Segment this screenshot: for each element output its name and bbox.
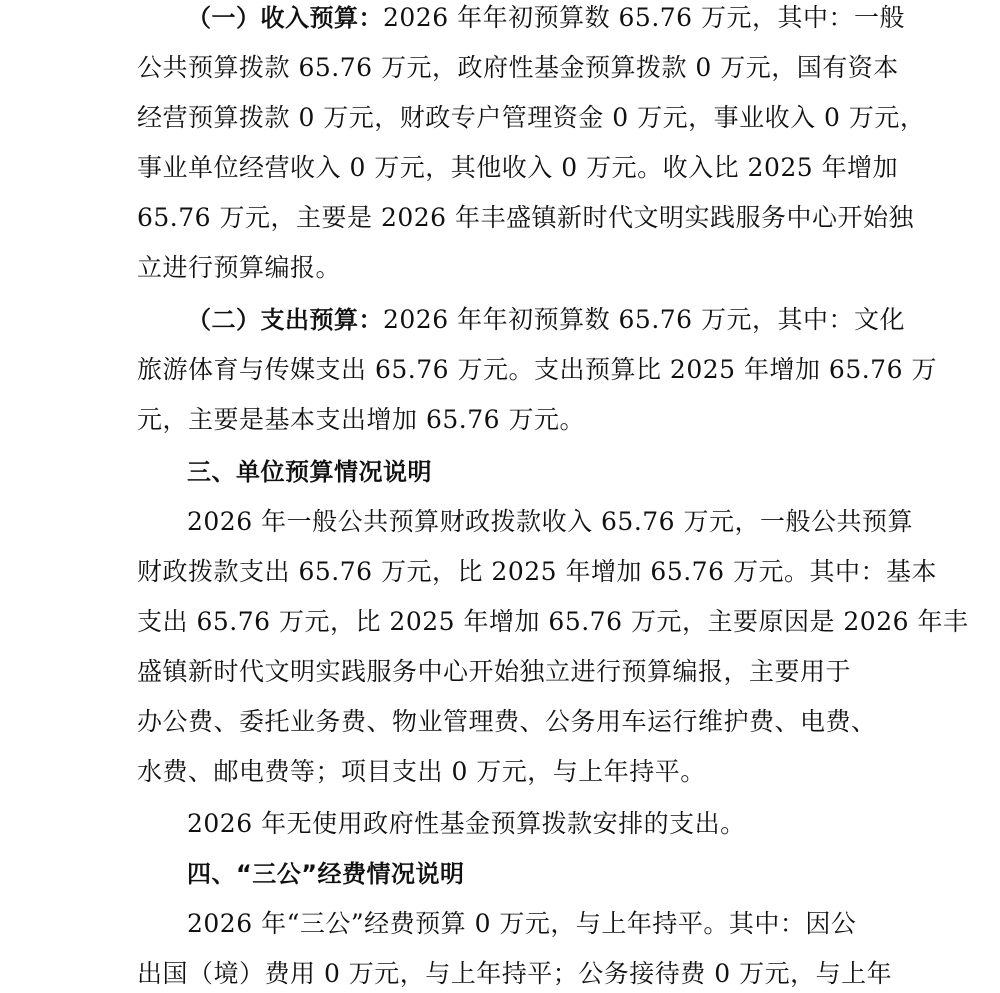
- paragraph-unit-line-4: 盛镇新时代文明实践服务中心开始独立进行预算编报，主要用于: [137, 657, 852, 686]
- paragraph-unit-line-6: 水费、邮电费等；项目支出 0 万元，与上年持平。: [137, 757, 706, 786]
- paragraph-expenditure-line-3: 元，主要是基本支出增加 65.76 万元。: [137, 405, 585, 434]
- section-heading-three-public: 四、“三公”经费情况说明: [187, 860, 465, 888]
- paragraph-income-line-4: 事业单位经营收入 0 万元，其他收入 0 万元。收入比 2025 年增加: [137, 153, 899, 182]
- paragraph-unit-line-3: 支出 65.76 万元，比 2025 年增加 65.76 万元，主要原因是 2026 年丰: [137, 607, 969, 636]
- paragraph-unit-line-2: 财政拨款支出 65.76 万元，比 2025 年增加 65.76 万元。其中：基本: [137, 557, 937, 586]
- paragraph-three-public-line-2: 出国（境）费用 0 万元，与上年持平；公务接待费 0 万元，与上年: [137, 959, 893, 988]
- paragraph-expenditure-line-1: [187, 302, 906, 338]
- paragraph-unit-line-5: 办公费、委托业务费、物业管理费、公务用车运行维护费、电费、: [137, 707, 877, 736]
- paragraph-unit-line-1: 2026 年一般公共预算财政拨款收入 65.76 万元，一般公共预算: [187, 507, 914, 536]
- income-budget-lead: （一）收入预算：: [187, 4, 383, 32]
- section-heading-unit-budget: 三、单位预算情况说明: [187, 458, 432, 486]
- paragraph-income-line-3: 经营预算拨款 0 万元，财政专户管理资金 0 万元，事业收入 0 万元，: [137, 103, 926, 132]
- paragraph-expenditure-line-2: 旅游体育与传媒支出 65.76 万元。支出预算比 2025 年增加 65.76 万: [137, 355, 937, 384]
- paragraph-income-line-5: 65.76 万元，主要是 2026 年丰盛镇新时代文明实践服务中心开始独: [137, 203, 915, 232]
- paragraph-income-line-6: 立进行预算编报。: [137, 253, 342, 282]
- text-segment: 2026 年年初预算数 65.76 万元，其中：文化: [383, 305, 906, 334]
- expenditure-budget-lead: （二）支出预算：: [187, 306, 383, 334]
- paragraph-fund-line-1: 2026 年无使用政府性基金预算拨款安排的支出。: [187, 809, 746, 838]
- text-segment: 2026 年年初预算数 65.76 万元，其中：一般: [383, 3, 906, 32]
- paragraph-income-line-1: [187, 0, 906, 36]
- paragraph-income-line-2: 公共预算拨款 65.76 万元，政府性基金预算拨款 0 万元，国有资本: [137, 53, 899, 82]
- paragraph-three-public-line-1: 2026 年“三公”经费预算 0 万元，与上年持平。其中：因公: [187, 909, 857, 938]
